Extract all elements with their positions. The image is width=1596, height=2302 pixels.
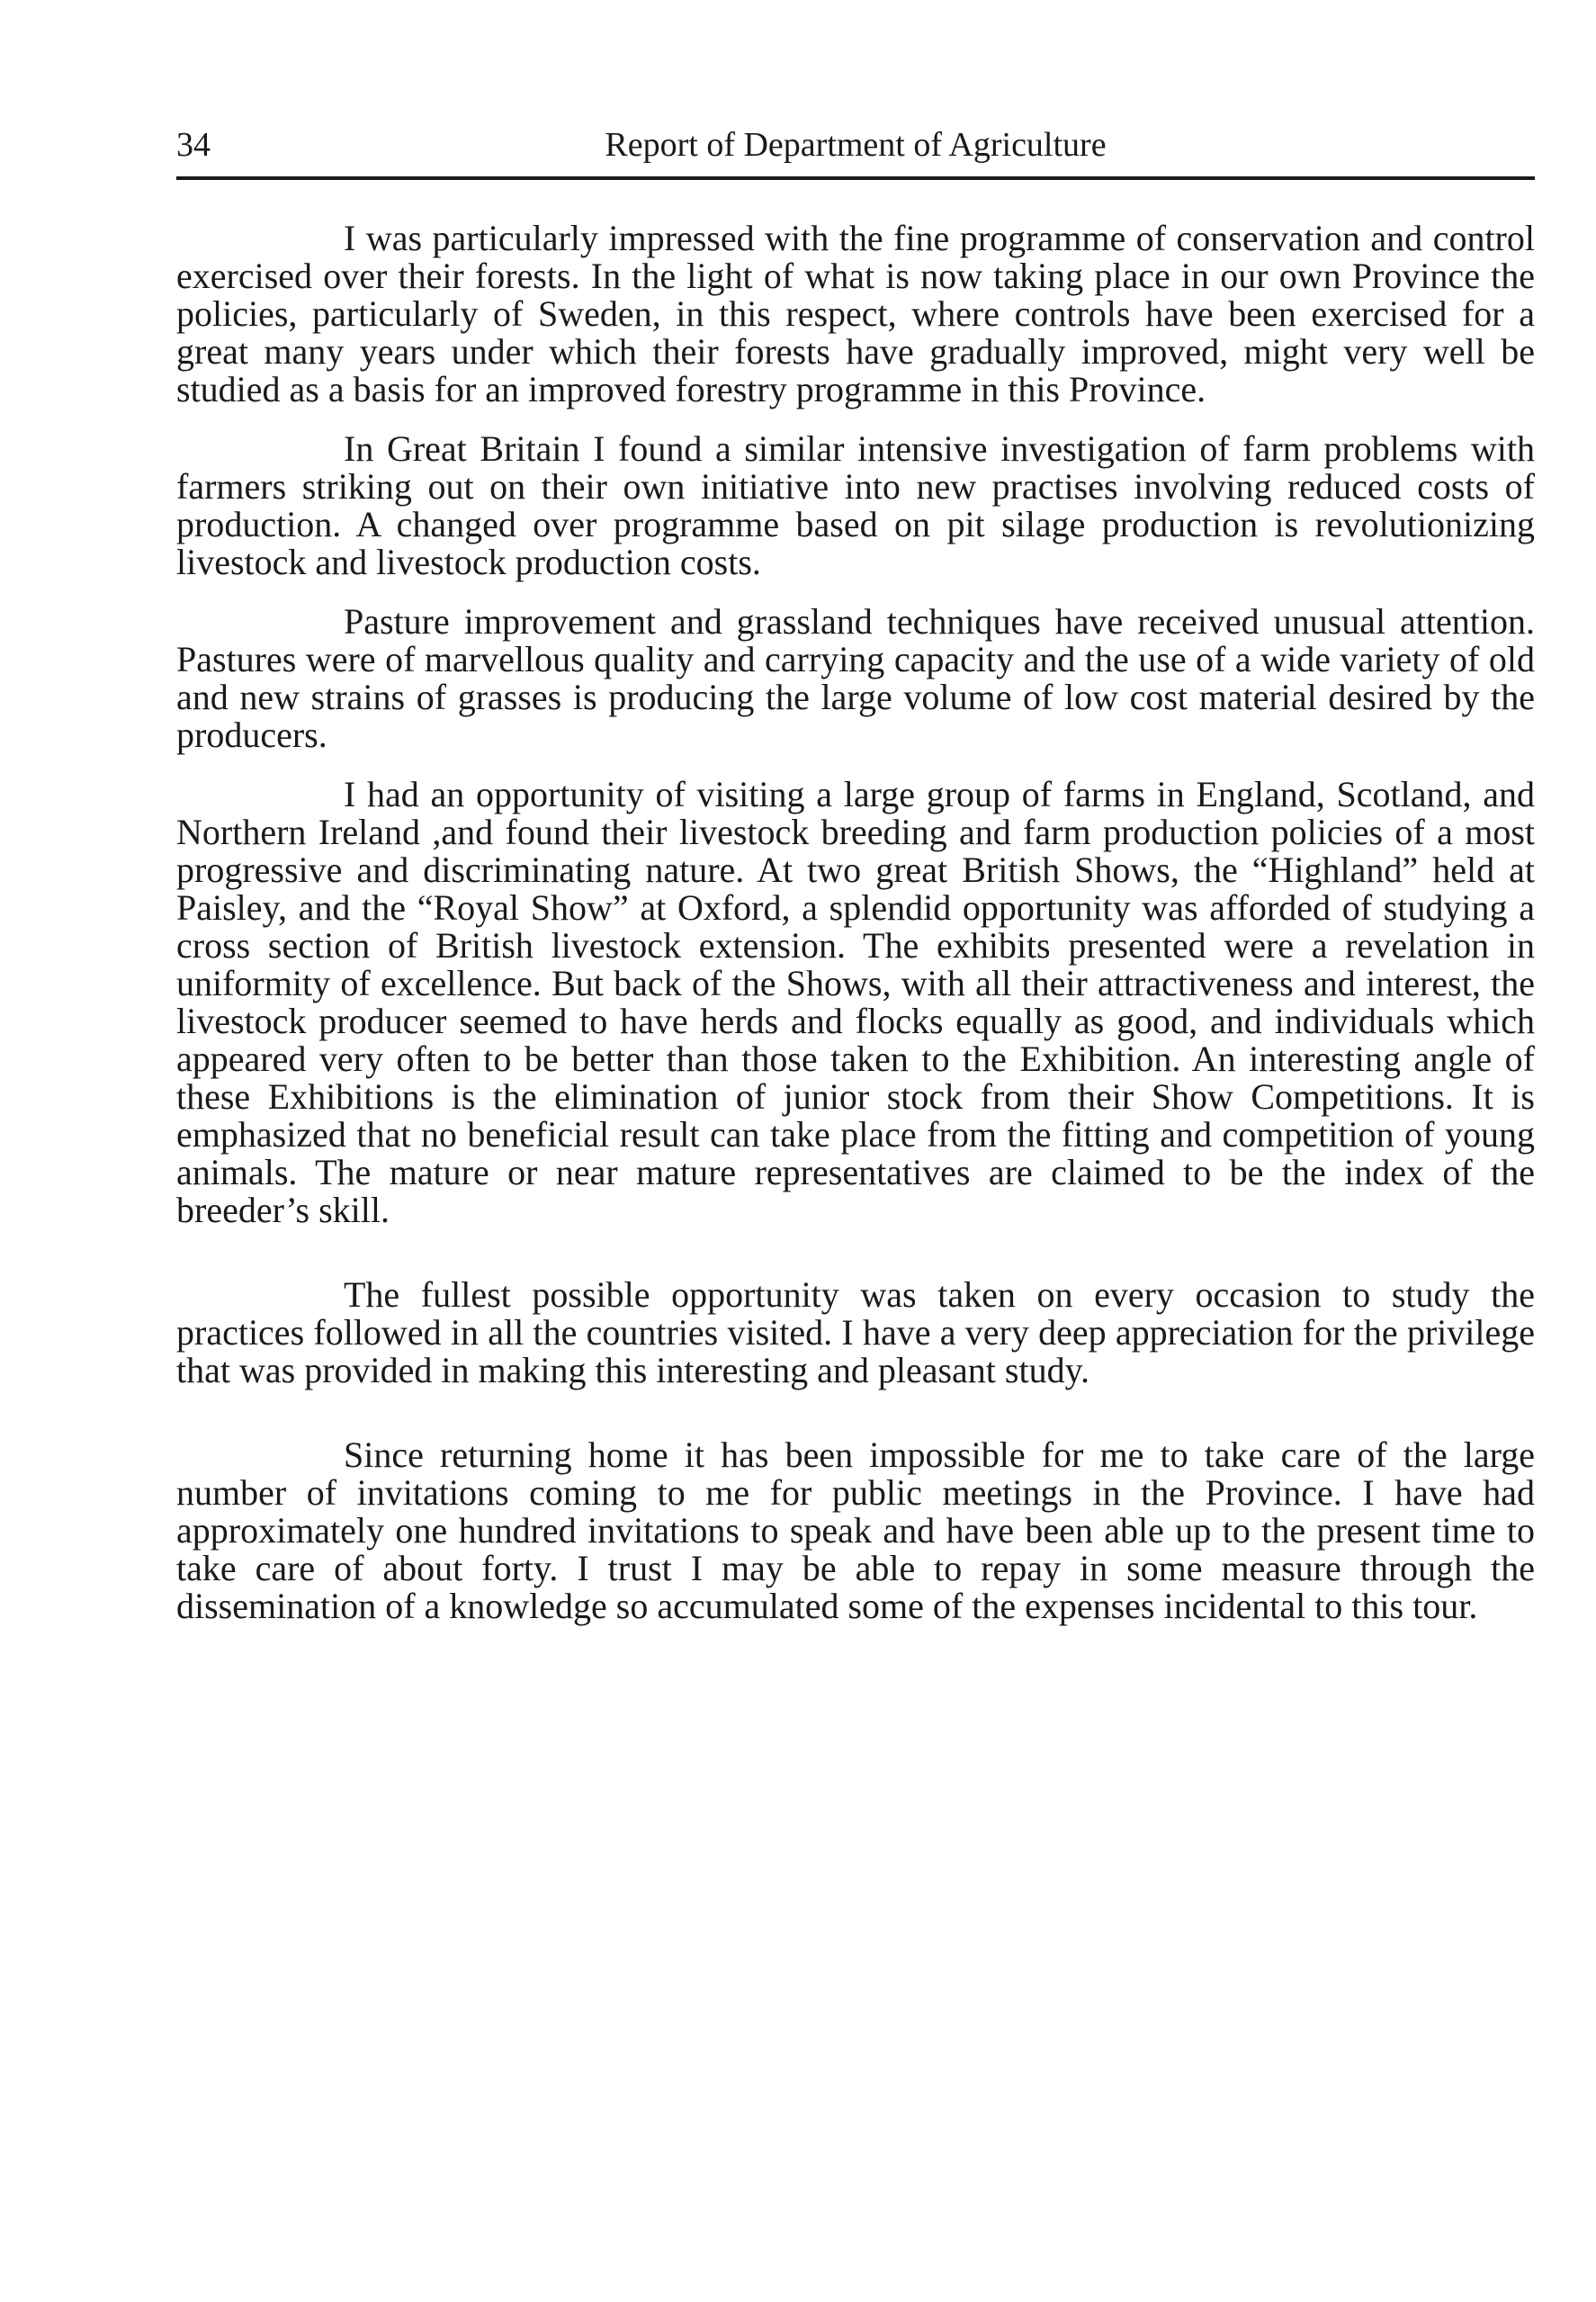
paragraph-farm-visits: I had an opportunity of visiting a large group of farms in England, Scotland, and Northern Ireland ,and found their livestock breeding and farm production policies of a most progressive and discriminating nature. At two great British Shows, the “Highland” held at Paisley, and the “Royal Show” at Oxford, a splendid opportunity was afforded of studying a cross section of British livestock extension. The exhibits presented were a revelation in uniformity of excellence. But back of the Shows, with all their attractiveness and interest, the livestock producer seemed to have herds and flocks equally as good, and individuals which appeared very often to be better than those taken to the Exhibition. An interesting angle of these Exhibitions is the elimination of junior stock from their Show Competitions. It is emphasized that no beneficial result can take place from the fitting and competition of young animals. The mature or near mature representatives are claimed to be the index of the breeder’s skill. bbox=[176, 774, 1535, 1230]
paragraph-pasture: Pasture improvement and grassland techniques have received unusual attention. Pastures were of marvellous quality and carrying capacity and the use of a wide variety of old and new strains of grasses is producing the large volume of low cost material desired by the producers. bbox=[176, 601, 1535, 755]
header-title: Report of Department of Agriculture bbox=[605, 126, 1107, 164]
report-body bbox=[176, 220, 1535, 1625]
header-rule bbox=[176, 176, 1535, 180]
paragraph-forestry: I was particularly impressed with the fine programme of conservation and control exercised over their forests. In the light of what is now taking place in our own Province the policies, particularly of Sweden, in this respect, where controls have been exercised for a great many years under which their forests have gradually improved, might very well be studied as a basis for an improved forestry programme in this Province. bbox=[176, 218, 1535, 409]
running-header bbox=[176, 117, 1535, 173]
paragraph-study-practices: The fullest possible opportunity was taken on every occasion to study the practices followed in all the countries visited. I have a very deep appreciation for the privilege that was provided in making this interesting and pleasant study. bbox=[176, 1274, 1535, 1390]
page-number: 34 bbox=[176, 126, 211, 164]
paragraph-invitations: Since returning home it has been impossible for me to take care of the large number of invitations coming to me for public meetings in the Province. I have had approximately one hundred invitations to speak and have been able up to the present time to take care of about forty. I trust I may be able to repay in some measure through the dissemination of a knowledge so accumulated some of the expenses incidental to this tour. bbox=[176, 1434, 1535, 1626]
paragraph-great-britain: In Great Britain I found a similar intensive investigation of farm problems with farmers striking out on their own initiative into new practises involving reduced costs of production. A changed over programme based on pit silage production is revolutionizing livestock and livestock production costs. bbox=[176, 428, 1535, 582]
report-page bbox=[176, 117, 1535, 1647]
